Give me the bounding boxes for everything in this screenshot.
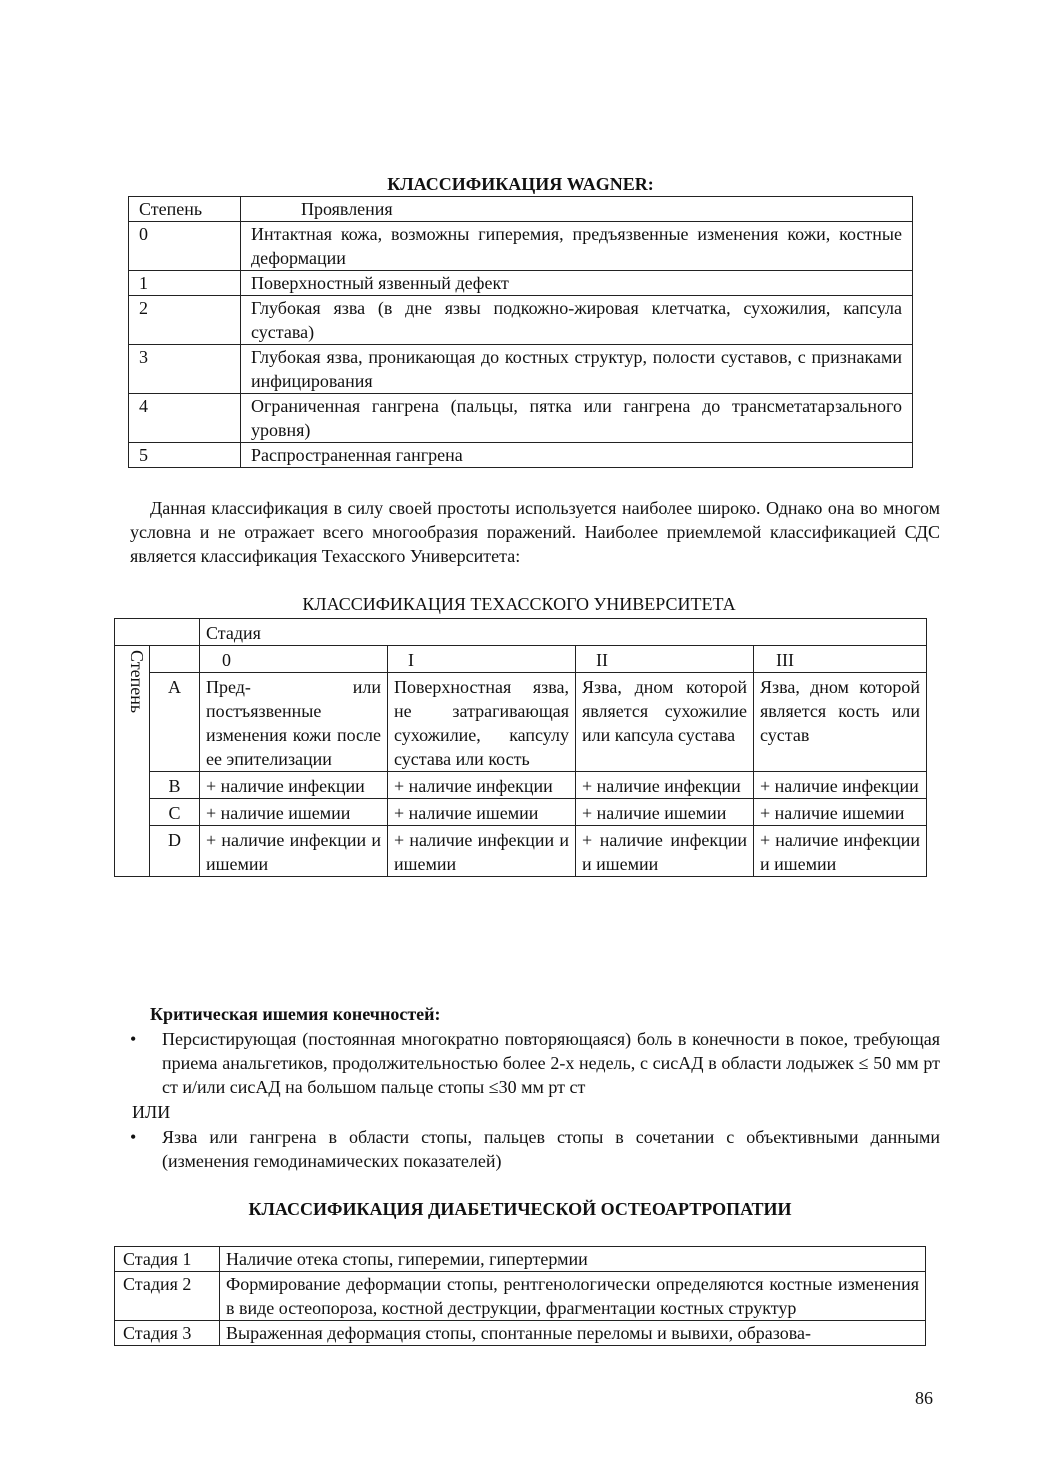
texas-grade: A: [150, 673, 200, 772]
table-row: [129, 443, 913, 468]
table-row: [115, 673, 927, 772]
critical-ischemia-title: Критическая ишемия конечностей:: [150, 1004, 441, 1024]
table-row: [115, 1272, 926, 1321]
texas-cell: + наличие инфекции: [200, 772, 388, 799]
osteo-stage: Стадия 2: [115, 1272, 220, 1321]
wagner-header-degree: Степень: [129, 197, 241, 222]
table-row: [115, 1321, 926, 1346]
bullet-icon: •: [130, 1127, 137, 1147]
corner-cell: [115, 619, 200, 646]
wagner-degree: 0: [129, 222, 241, 271]
texas-cell: + наличие инфекции и ишемии: [200, 826, 388, 877]
table-row: [115, 799, 927, 826]
texas-cell: + наличие инфекции: [576, 772, 754, 799]
wagner-degree: 3: [129, 345, 241, 394]
texas-cell: + наличие инфекции: [388, 772, 576, 799]
texas-stage-header: II: [576, 646, 754, 673]
table-row: [129, 345, 913, 394]
texas-cell: + наличие ишемии: [576, 799, 754, 826]
table-row: [115, 826, 927, 877]
texas-title: КЛАССИФИКАЦИЯ ТЕХАССКОГО УНИВЕРСИТЕТА: [302, 594, 736, 614]
texas-cell: Язва, дном которой является сухожилие или капсула сустава: [576, 673, 754, 772]
table-row: [129, 296, 913, 345]
bullet-icon: •: [130, 1029, 137, 1049]
texas-stage-header: I: [388, 646, 576, 673]
texas-stage-label: Стадия: [200, 619, 927, 646]
wagner-table: [128, 196, 913, 468]
table-row: [129, 394, 913, 443]
osteo-stage: Стадия 3: [115, 1321, 220, 1346]
table-row: [129, 271, 913, 296]
texas-cell: + наличие ишемии: [200, 799, 388, 826]
table-row: [115, 1247, 926, 1272]
bullet-text: Язва или гангрена в области стопы, пальцев стопы в сочетании с объективными данными (изменения гемодинамических показателей): [162, 1127, 940, 1171]
texas-degree-label: Степень: [115, 646, 150, 877]
bullet-text: Персистирующая (постоянная многократно повторяющаяся) боль в конечности в покое, требующая приема анальгетиков, продолжительностью более 2-х недель, с сисАД в области лодыжек ≤ 50 мм рт ст и/или сисАД на большом пальце стопы ≤30 мм рт ст: [162, 1029, 940, 1097]
osteo-table: [114, 1246, 926, 1346]
texas-stage-header: 0: [200, 646, 388, 673]
intro-paragraph: Данная классификация в силу своей простоты используется наиболее широко. Однако она во многом условна и не отражает всего многообразия поражений. Наиболее приемлемой классификацией СДС является классификация Техасского Университета:: [130, 498, 940, 566]
texas-grade: C: [150, 799, 200, 826]
texas-cell: + наличие инфекции: [754, 772, 927, 799]
texas-cell: + наличие инфекции и ишемии: [754, 826, 927, 877]
wagner-text: Поверхностный язвенный дефект: [241, 271, 913, 296]
texas-table: [114, 618, 927, 877]
osteo-title: КЛАССИФИКАЦИЯ ДИАБЕТИЧЕСКОЙ ОСТЕОАРТРОПАТИИ: [248, 1199, 792, 1219]
texas-cell: Пред- или постъязвенные изменения кожи после ее эпителизации: [200, 673, 388, 772]
osteo-text: Наличие отека стопы, гиперемии, гипертермии: [220, 1247, 926, 1272]
texas-grade: B: [150, 772, 200, 799]
wagner-title: КЛАССИФИКАЦИЯ WAGNER:: [387, 174, 654, 194]
texas-cell: + наличие ишемии: [754, 799, 927, 826]
wagner-degree: 4: [129, 394, 241, 443]
wagner-text: Глубокая язва, проникающая до костных структур, полости суставов, с признаками инфицирования: [241, 345, 913, 394]
wagner-degree: 5: [129, 443, 241, 468]
table-row: [115, 772, 927, 799]
list-item: [130, 1027, 940, 1099]
list-item: [130, 1125, 940, 1173]
table-row: [115, 646, 927, 673]
wagner-header-manifestations: Проявления: [241, 197, 913, 222]
osteo-text: Формирование деформации стопы, рентгенологически определяются костные изменения в виде остеопороза, костной деструкции, фрагментации костных структур: [220, 1272, 926, 1321]
or-text: ИЛИ: [132, 1102, 171, 1122]
table-row: [129, 197, 913, 222]
table-row: [129, 222, 913, 271]
texas-stage-header: III: [754, 646, 927, 673]
wagner-degree: 2: [129, 296, 241, 345]
texas-cell: + наличие инфекции и ишемии: [388, 826, 576, 877]
osteo-text: Выраженная деформация стопы, спонтанные переломы и вывихи, образова-: [220, 1321, 926, 1346]
empty-cell: [150, 646, 200, 673]
table-row: [115, 619, 927, 646]
wagner-text: Распространенная гангрена: [241, 443, 913, 468]
wagner-degree: 1: [129, 271, 241, 296]
wagner-text: Глубокая язва (в дне язвы подкожно-жировая клетчатка, сухожилия, капсула сустава): [241, 296, 913, 345]
wagner-text: Интактная кожа, возможны гиперемия, предъязвенные изменения кожи, костные деформации: [241, 222, 913, 271]
texas-grade: D: [150, 826, 200, 877]
texas-cell: Поверхностная язва, не затрагивающая сухожилие, капсулу сустава или кость: [388, 673, 576, 772]
texas-cell: Язва, дном которой является кость или сустав: [754, 673, 927, 772]
osteo-stage: Стадия 1: [115, 1247, 220, 1272]
texas-cell: + наличие ишемии: [388, 799, 576, 826]
texas-cell: + наличие инфекции и ишемии: [576, 826, 754, 877]
page-number: 86: [915, 1388, 933, 1408]
wagner-text: Ограниченная гангрена (пальцы, пятка или гангрена до трансметатарзального уровня): [241, 394, 913, 443]
